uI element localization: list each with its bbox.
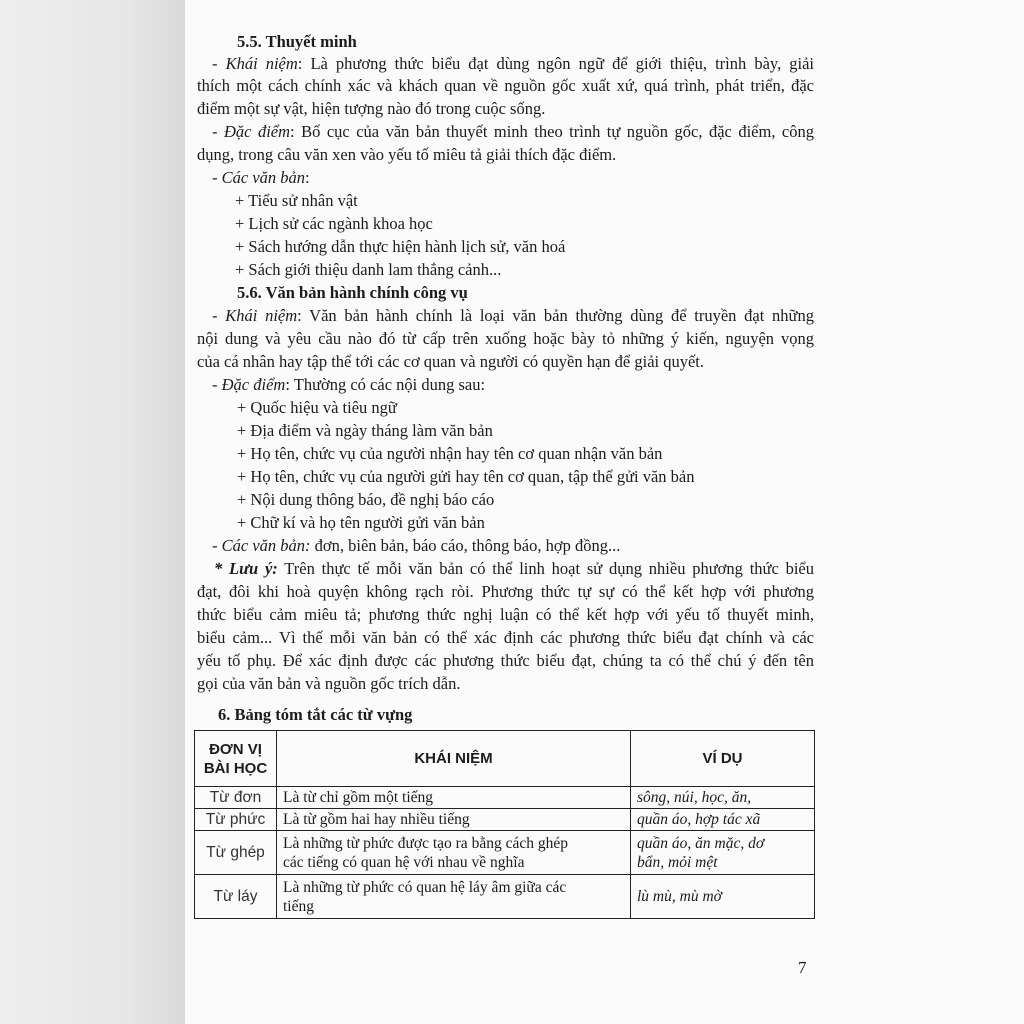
text-span: đơn, biên bản, báo cáo, thông báo, hợp đồng... xyxy=(310,536,621,555)
vocabulary-table xyxy=(194,730,815,919)
cell-concept: Là từ chỉ gồm một tiếng xyxy=(277,787,631,809)
text-span: : Là phương thức biểu đạt dùng ngôn ngữ để giới thiệu, trình bày, giải xyxy=(297,54,814,73)
page-edge-shadow xyxy=(0,0,185,1024)
table-row xyxy=(195,787,815,809)
text-span: : Bố cục của văn bản thuyết minh theo trình tự nguồn gốc, đặc điểm, công xyxy=(290,122,814,141)
table-row xyxy=(195,809,815,831)
term-label: Đặc điểm xyxy=(223,122,291,141)
list-item: + Sách hướng dẫn thực hiện hành lịch sử, văn hoá xyxy=(235,237,566,256)
cell-example xyxy=(631,831,815,875)
header-concept: KHÁI NIỆM xyxy=(277,731,631,787)
list-item: + Lịch sử các ngành khoa học xyxy=(235,214,433,233)
cell-concept: Là từ gồm hai hay nhiều tiếng xyxy=(277,809,631,831)
cell-example: quần áo, hợp tác xã xyxy=(631,809,815,831)
list-item: + Chữ kí và họ tên người gửi văn bản xyxy=(237,513,485,532)
paragraph-line: của cá nhân hay tập thể tới các cơ quan và người có quyền hạn để giải quyết. xyxy=(197,352,705,371)
cell-text: Là những từ phức có quan hệ láy âm giữa các xyxy=(283,878,567,896)
cell-unit: Từ láy xyxy=(195,875,277,919)
note-line: biểu cảm... Vì thế mỗi văn bản có thể xác định các phương thức biểu đạt chính và các xyxy=(197,628,814,647)
list-item: + Tiểu sử nhân vật xyxy=(235,191,358,210)
note-line: đạt, đôi khi hoà quyện không rạch ròi. Phương thức tự sự có thể kết hợp với phương xyxy=(197,582,814,601)
note-label: * Lưu ý: xyxy=(214,559,278,578)
page-number: 7 xyxy=(798,958,807,977)
note-line: yếu tố phụ. Để xác định được các phương thức biểu đạt, chúng ta có thể chú ý đến tên xyxy=(197,651,814,670)
table-row xyxy=(195,831,815,875)
paragraph-line: - Khái niệm: Văn bản hành chính là loại văn bản thường dùng để truyền đạt những xyxy=(212,306,814,325)
paragraph-line: - Các văn bản: xyxy=(212,168,310,187)
cell-text: bẩn, mỏi mệt xyxy=(637,853,718,871)
cell-text: các tiếng có quan hệ với nhau về nghĩa xyxy=(283,853,525,871)
list-item: + Sách giới thiệu danh lam thắng cảnh... xyxy=(235,260,502,279)
header-unit xyxy=(195,731,277,787)
note-line xyxy=(214,559,814,579)
text-span: Trên thực tế mỗi văn bản có thể linh hoạt sử dụng nhiều phương thức biểu xyxy=(277,559,814,578)
term-label: Các văn bản: xyxy=(221,536,311,555)
cell-example: sông, núi, học, ăn, xyxy=(631,787,815,809)
paragraph-line: dụng, trong câu văn xen vào yếu tố miêu tả giải thích đặc điểm. xyxy=(197,145,617,164)
paragraph-line: - Đặc điểm: Thường có các nội dung sau: xyxy=(212,375,486,394)
cell-concept xyxy=(277,831,631,875)
header-text: BÀI HỌC xyxy=(203,759,268,777)
section-heading-5-6: 5.6. Văn bản hành chính công vụ xyxy=(237,283,468,302)
term-label: Đặc điểm xyxy=(221,375,286,394)
table-header-row xyxy=(195,731,815,787)
header-text: ĐƠN VỊ xyxy=(209,740,262,758)
text-span: : Thường có các nội dung sau: xyxy=(285,375,486,394)
list-item: + Họ tên, chức vụ của người gửi hay tên cơ quan, tập thể gửi văn bản xyxy=(237,467,695,486)
list-item: + Địa điểm và ngày tháng làm văn bản xyxy=(237,421,493,440)
note-line: thức biểu cảm miêu tả; phương thức nghị luận có thể kết hợp với yếu tố thuyết minh, xyxy=(197,605,814,624)
term-label: Khái niệm xyxy=(225,54,298,73)
cell-unit: Từ ghép xyxy=(195,831,277,875)
header-example: VÍ DỤ xyxy=(631,731,815,787)
cell-unit: Từ phức xyxy=(195,809,277,831)
cell-unit: Từ đơn xyxy=(195,787,277,809)
note-line: gọi của văn bản và nguồn gốc trích dẫn. xyxy=(197,674,461,693)
cell-text: Là những từ phức được tạo ra bằng cách ghép xyxy=(283,834,568,852)
paragraph-line: - Khái niệm: Là phương thức biểu đạt dùng ngôn ngữ để giới thiệu, trình bày, giải xyxy=(212,54,814,73)
term-label: Các văn bản xyxy=(221,168,306,187)
list-item: + Quốc hiệu và tiêu ngữ xyxy=(237,398,397,417)
cell-example: lù mù, mù mờ xyxy=(631,875,815,919)
list-item: + Họ tên, chức vụ của người nhận hay tên cơ quan nhận văn bản xyxy=(237,444,663,463)
paragraph-line: - Các văn bản: đơn, biên bản, báo cáo, thông báo, hợp đồng... xyxy=(212,536,621,555)
paragraph-line: - Đặc điểm: Bố cục của văn bản thuyết minh theo trình tự nguồn gốc, đặc điểm, công xyxy=(212,122,814,141)
paragraph-line: điểm một sự vật, hiện tượng nào đó trong cuộc sống. xyxy=(197,99,546,118)
cell-concept xyxy=(277,875,631,919)
paragraph-line: nội dung và yêu cầu nào đó từ cấp trên xuống hoặc bày tỏ những ý kiến, nguyện vọng xyxy=(197,329,814,348)
cell-text: tiếng xyxy=(283,897,314,915)
cell-text: quần áo, ăn mặc, dơ xyxy=(637,834,765,852)
list-item: + Nội dung thông báo, đề nghị báo cáo xyxy=(237,490,495,509)
section-heading-5-5: 5.5. Thuyết minh xyxy=(237,32,357,51)
section-heading-6: 6. Bảng tóm tắt các từ vựng xyxy=(218,705,413,724)
text-span: : Văn bản hành chính là loại văn bản thường dùng để truyền đạt những xyxy=(297,306,814,325)
paragraph-line: thích một cách chính xác và khách quan về nguồn gốc xuất xứ, quá trình, phát triển, đặc xyxy=(197,76,814,95)
term-label: Khái niệm xyxy=(225,306,298,325)
table-row xyxy=(195,875,815,919)
